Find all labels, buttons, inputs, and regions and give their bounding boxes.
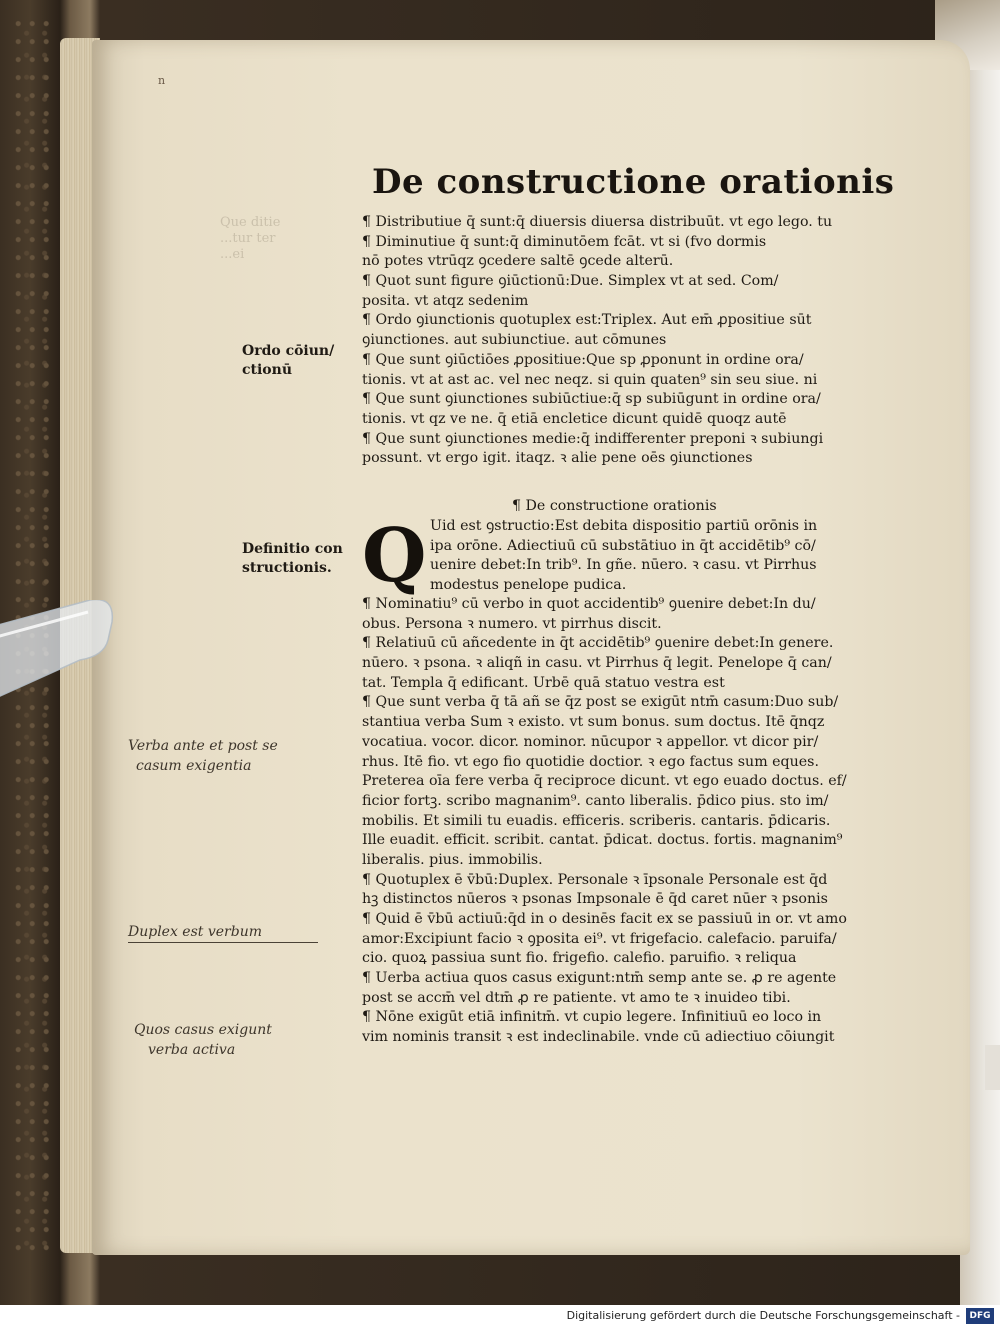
- text-line: mobilis. Et simili tu euadis. efficeris. scriberis. cantaris. p̄dicaris.: [362, 812, 831, 829]
- text-line: vocatiua. vocor. dicor. nominor. nūcupor ꝛ appellor. vt dicor pir/: [362, 733, 819, 750]
- text-line: ¶ Que sunt ꝯiunctiones subiūctiue:q̄ sp subiūgunt in ordine ora/: [362, 391, 821, 408]
- text-line: vim nominis transit ꝛ est indeclinabile. vnde cū adiectiuo cōiungit: [362, 1029, 835, 1046]
- text-line: nūero. ꝛ psona. ꝛ aliqñ in casu. vt Pirrhus q̄ legit. Penelope q̄ can/: [362, 655, 832, 672]
- text-line: post se accm̄ vel dtm̄ ꝓ re patiente. vt amo te ꝛ inuideo tibi.: [362, 989, 791, 1006]
- text-line: ipa orōne. Adiectiuū cū substātiuo in q̄t accidētib⁹ cō/: [430, 537, 816, 554]
- text-line: posita. vt atqz sedenim: [362, 292, 529, 309]
- text-line: ¶ Nōne exigūt etiā infinitm̄. vt cupio legere. Infinitiuū eo loco in: [362, 1009, 822, 1026]
- handwritten-underline: [128, 942, 318, 943]
- handwritten-note-duplex: Duplex est verbum: [128, 924, 262, 940]
- text-line: cio. quoꝝ passiua sunt fio. frigefio. calefio. paruifio. ꝛ reliqua: [362, 950, 797, 967]
- text-line: possunt. vt ergo igit. itaqz. ꝛ alie pene oēs ꝯiunctiones: [362, 450, 753, 467]
- plastic-clip: [0, 600, 140, 720]
- text-line: ¶ Relatiuū cū añcedente in q̄t accidētib⁹ ꝯuenire debet:In genere.: [362, 635, 834, 652]
- handwritten-note-verba: Verba ante et post se casum exigentia: [128, 738, 278, 774]
- text-line: tat. Templa q̄ edificant. Urbē quā statuo vestra est: [362, 674, 725, 691]
- text-line: ¶ Quotuplex ē v̄bū:Duplex. Personale ꝛ īpsonale Personale est q̄d: [362, 871, 828, 888]
- text-line: stantiua verba Sum ꝛ existo. vt sum bonus. sum doctus. Itē q̄nqz: [362, 714, 825, 731]
- text-line: Preterea oīa fere verba q̄ reciproce dicunt. vt ego euado doctus. ef/: [362, 773, 847, 790]
- text-line: liberalis. pius. immobilis.: [362, 851, 543, 868]
- text-line: tionis. vt qz ve ne. q̄ etiā encletice dicunt quidē quoqz autē: [362, 410, 787, 427]
- text-line: rhus. Itē fio. vt ego fio quotidie doctior. ꝛ ego factus sum eques.: [362, 753, 819, 770]
- body-text-block-2: [362, 595, 912, 1048]
- text-line: ¶ Nominatiu⁹ cū verbo in quot accidentib⁹ ꝯuenire debet:In du/: [362, 596, 816, 612]
- text-line: uenire debet:In trib⁹. In gñe. nūero. ꝛ casu. vt Pirrhus: [430, 557, 817, 574]
- text-line: tionis. vt at ast ac. vel nec neqz. si quin quaten⁹ sin seu siue. ni: [362, 371, 818, 388]
- section-subheading: ¶ De constructione orationis: [512, 498, 717, 514]
- text-line: ¶ Distributiue q̄ sunt:q̄ diuersis diuersa distribuūt. vt ego lego. tu: [362, 214, 833, 230]
- text-line: ¶ Quid ē v̄bū actiuū:q̄d in o desinēs facit ex se passiuū in or. vt amo: [362, 911, 847, 927]
- text-line: ¶ Que sunt verba q̄ tā añ se q̄z post se exigūt ntm̄ casum:Duo sub/: [362, 694, 839, 711]
- footer-bar: [0, 1305, 1000, 1328]
- footer-credit: Digitalisierung gefördert durch die Deutsche Forschungsgemeinschaft -: [566, 1309, 960, 1322]
- text-line: obus. Persona ꝛ numero. vt pirrhus discit.: [362, 615, 662, 632]
- text-line: ꝯiunctiones. aut subiunctiue. aut cōmunes: [362, 332, 667, 349]
- text-line: ¶ Diminutiue q̄ sunt:q̄ diminutōem fcāt. vt si (fvo dormis: [362, 233, 767, 250]
- handwritten-note-casus: Quos casus exigunt verba activa: [134, 1022, 272, 1058]
- text-line: ¶ Que sunt ꝯiūctiōes ꝓpositiue:Que sp ꝓponunt in ordine ora/: [362, 351, 804, 368]
- folio-mark: n: [158, 74, 166, 87]
- initial-paragraph: [430, 517, 910, 596]
- body-text-block: [362, 213, 912, 469]
- bleed-through-text: Que ditie ...tur ter ...ei: [220, 215, 281, 262]
- text-line: amor:Excipiunt facio ꝛ ꝯposita ei⁹. vt frigefacio. calefacio. paruifa/: [362, 930, 837, 947]
- text-line: hꝫ distinctos nūeros ꝛ psonas Impsonale ē q̄d caret nūer ꝛ psonis: [362, 891, 828, 908]
- text-line: modestus penelope pudica.: [430, 577, 627, 594]
- text-line: ¶ Uerba actiua quos casus exigunt:ntm̄ semp ante se. ꝓ re agente: [362, 970, 837, 987]
- facing-page-tab: [985, 1045, 1000, 1090]
- page-title: De constructione orationis: [372, 162, 895, 202]
- text-line: ficior fortꝫ. scribo magnanim⁹. canto liberalis. p̄dico pius. sto im/: [362, 792, 829, 809]
- text-line: nō potes vtrūqz ꝯcedere saltē ꝯcede alterū.: [362, 253, 674, 270]
- text-line: Uid est ꝯstructio:Est debita dispositio partiū orōnis in: [430, 518, 818, 534]
- decorated-initial: Q: [362, 513, 427, 599]
- dfg-logo: DFG: [966, 1308, 994, 1324]
- text-line: ¶ Quot sunt figure ꝯiūctionū:Due. Simplex vt at sed. Com/: [362, 273, 779, 290]
- margin-note-ordo: Ordo cōiun/ ctionū: [242, 343, 335, 378]
- margin-note-definitio: Definitio con structionis.: [242, 541, 343, 576]
- text-line: ¶ Que sunt ꝯiunctiones medie:q̄ indifferenter preponi ꝛ subiungi: [362, 430, 824, 447]
- text-line: Ille euadit. efficit. scribit. cantat. p̄dicat. doctus. fortis. magnanim⁹: [362, 832, 843, 849]
- text-line: ¶ Ordo ꝯiunctionis quotuplex est:Triplex. Aut em̄ ꝓpositiue sūt: [362, 312, 812, 329]
